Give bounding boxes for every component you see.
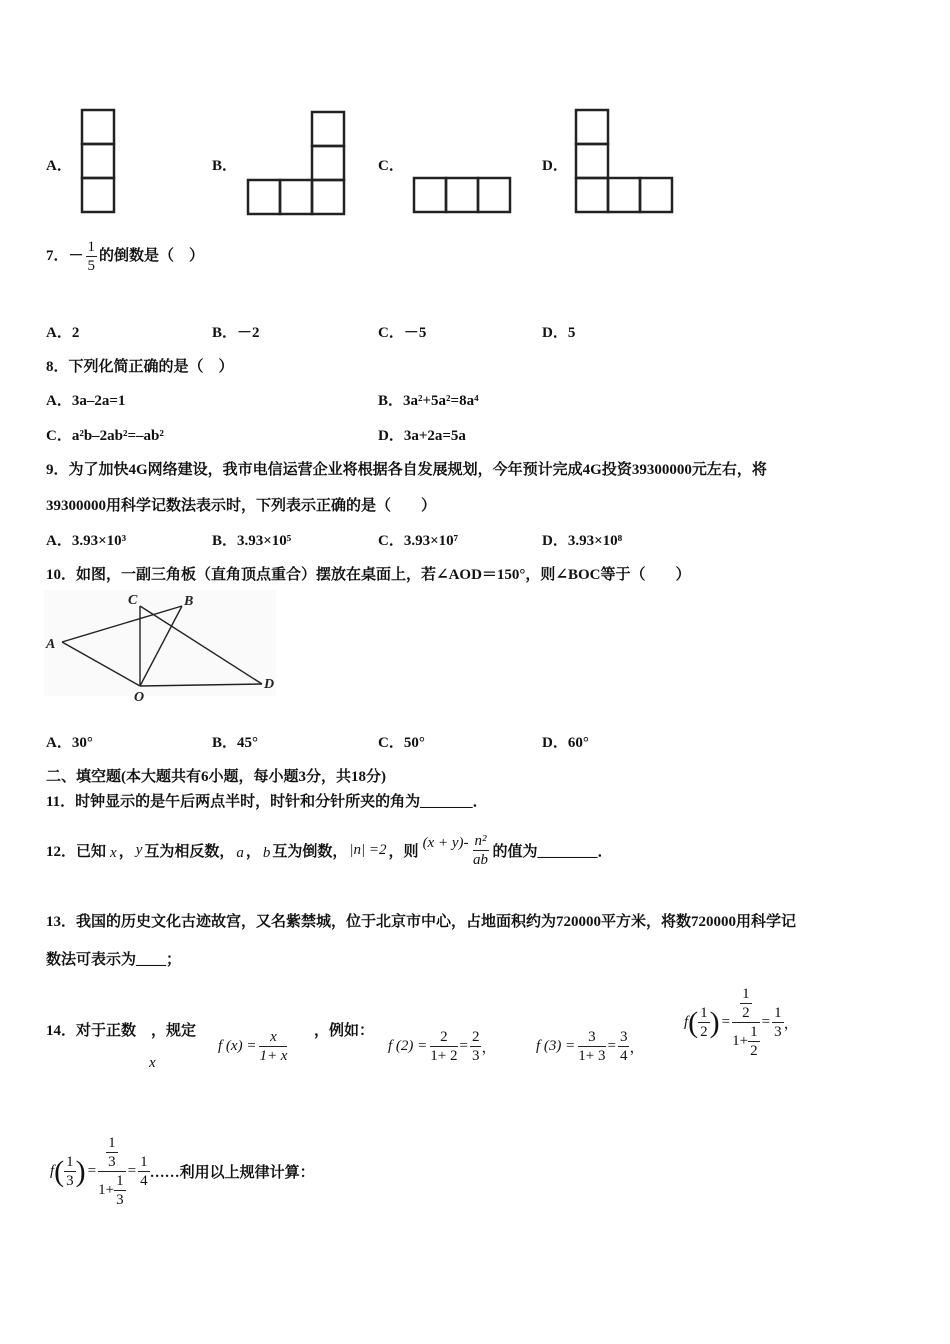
- label-b: B: [184, 594, 194, 609]
- q7-option-c: C．－5: [378, 325, 427, 341]
- q10-option-d: D．60°: [542, 735, 589, 751]
- q6-option-d-label: D．: [542, 158, 568, 174]
- q14-x-label: x: [149, 1055, 156, 1071]
- q6-figure-c: [412, 176, 514, 216]
- q7-option-d: D．5: [542, 325, 576, 341]
- q12-stem: 12．已知 x ， y 互为相反数， a ， b 互为倒数， |n| =2 ，则 (x + y)- $\frac{\text{n²}}{ab}$ 的值为________．: [46, 832, 613, 868]
- label-d: D: [264, 677, 275, 692]
- q14-prefix: 14．对于正数 ，规定: [46, 1023, 197, 1039]
- q10-option-c: C．50°: [378, 735, 425, 751]
- q8-stem: 8．下列化简正确的是（ ）: [46, 359, 234, 375]
- q7-stem: 7．－ $\frac{1}{5}$ 的倒数是（ ）: [46, 239, 205, 274]
- q10-option-a: A．30°: [46, 735, 93, 751]
- label-o: O: [134, 690, 145, 705]
- q9-stem-line1: 9．为了加快4G网络建设，我市电信运营企业将根据各自发展规划，今年预计完成4G投资39300000元左右，将: [46, 462, 767, 478]
- q13-stem-line1: 13．我国的历史文化古迹故宫，又名紫禁城，位于北京市中心，占地面积约为720000平方米，将数720000用科学记: [46, 914, 797, 930]
- q9-option-b: B．3.93×10⁵: [212, 533, 292, 549]
- q6-figure-d: [574, 108, 676, 216]
- q7-option-a: A．2: [46, 325, 80, 341]
- q6-option-b-label: B．: [212, 158, 238, 174]
- q7-option-b: B．－2: [212, 325, 260, 341]
- label-c: C: [128, 593, 138, 608]
- q6-figure-a: [80, 108, 120, 216]
- label-a: A: [46, 637, 56, 652]
- q14-definition: f (x) = $\frac{x}{1+ x}$: [218, 1029, 288, 1064]
- q6-option-c-label: C．: [378, 158, 404, 174]
- q9-option-a: A．3.93×10³: [46, 533, 127, 549]
- q6-figure-b: [246, 110, 348, 220]
- q8-option-a: A．3a–2a=1: [46, 393, 126, 409]
- section-2-title: 二、填空题(本大题共有6小题，每小题3分，共18分): [46, 769, 386, 785]
- q14-example-3: f ( $\frac{1}{2}$ ) = $\frac{1}{2}$ 1+ $\frac{1}{2}$ = $\frac{1}{3}$ ，: [684, 986, 799, 1059]
- q13-stem-line2: 数法可表示为____；: [46, 952, 182, 968]
- q14-example-4: f ( $\frac{1}{3}$ ) = $\frac{1}{3}$ 1+ $\frac{1}{3}$ = $\frac{1}{4}$ ……利用以上规律计算：: [50, 1135, 315, 1208]
- q12-fraction: $\frac{\text{n²}}{ab}$: [473, 832, 488, 868]
- q6-option-a-label: A．: [46, 158, 72, 174]
- q14-example-label: ，例如：: [314, 1023, 375, 1039]
- q8-option-b: B．3a²+5a²=8a⁴: [378, 393, 479, 409]
- q10-option-b: B．45°: [212, 735, 259, 751]
- q9-option-c: C．3.93×10⁷: [378, 533, 459, 549]
- q10-stem: 10．如图，一副三角板（直角顶点重合）摆放在桌面上，若∠AOD＝150°，则∠BOC等于（ ）: [46, 567, 691, 583]
- q14-example-1: f (2) = $\frac{2}{1+ 2}$ = $\frac{2}{3}$ ，: [388, 1029, 497, 1064]
- q14-example-2: f (3) = $\frac{3}{1+ 3}$ = $\frac{3}{4}$ ，: [536, 1029, 645, 1064]
- q11-stem: 11．时钟显示的是午后两点半时，时针和分针所夹的角为_______．: [46, 794, 488, 810]
- q7-fraction: $\frac{1}{5}$: [87, 239, 96, 274]
- q9-option-d: D．3.93×10⁸: [542, 533, 623, 549]
- q9-stem-line2: 39300000用科学记数法表示时，下列表示正确的是（ ）: [46, 498, 437, 514]
- q8-option-c: C．a²b–2ab²=–ab²: [46, 428, 164, 444]
- q10-triangle-figure: [44, 590, 284, 705]
- q8-option-d: D．3a+2a=5a: [378, 428, 466, 444]
